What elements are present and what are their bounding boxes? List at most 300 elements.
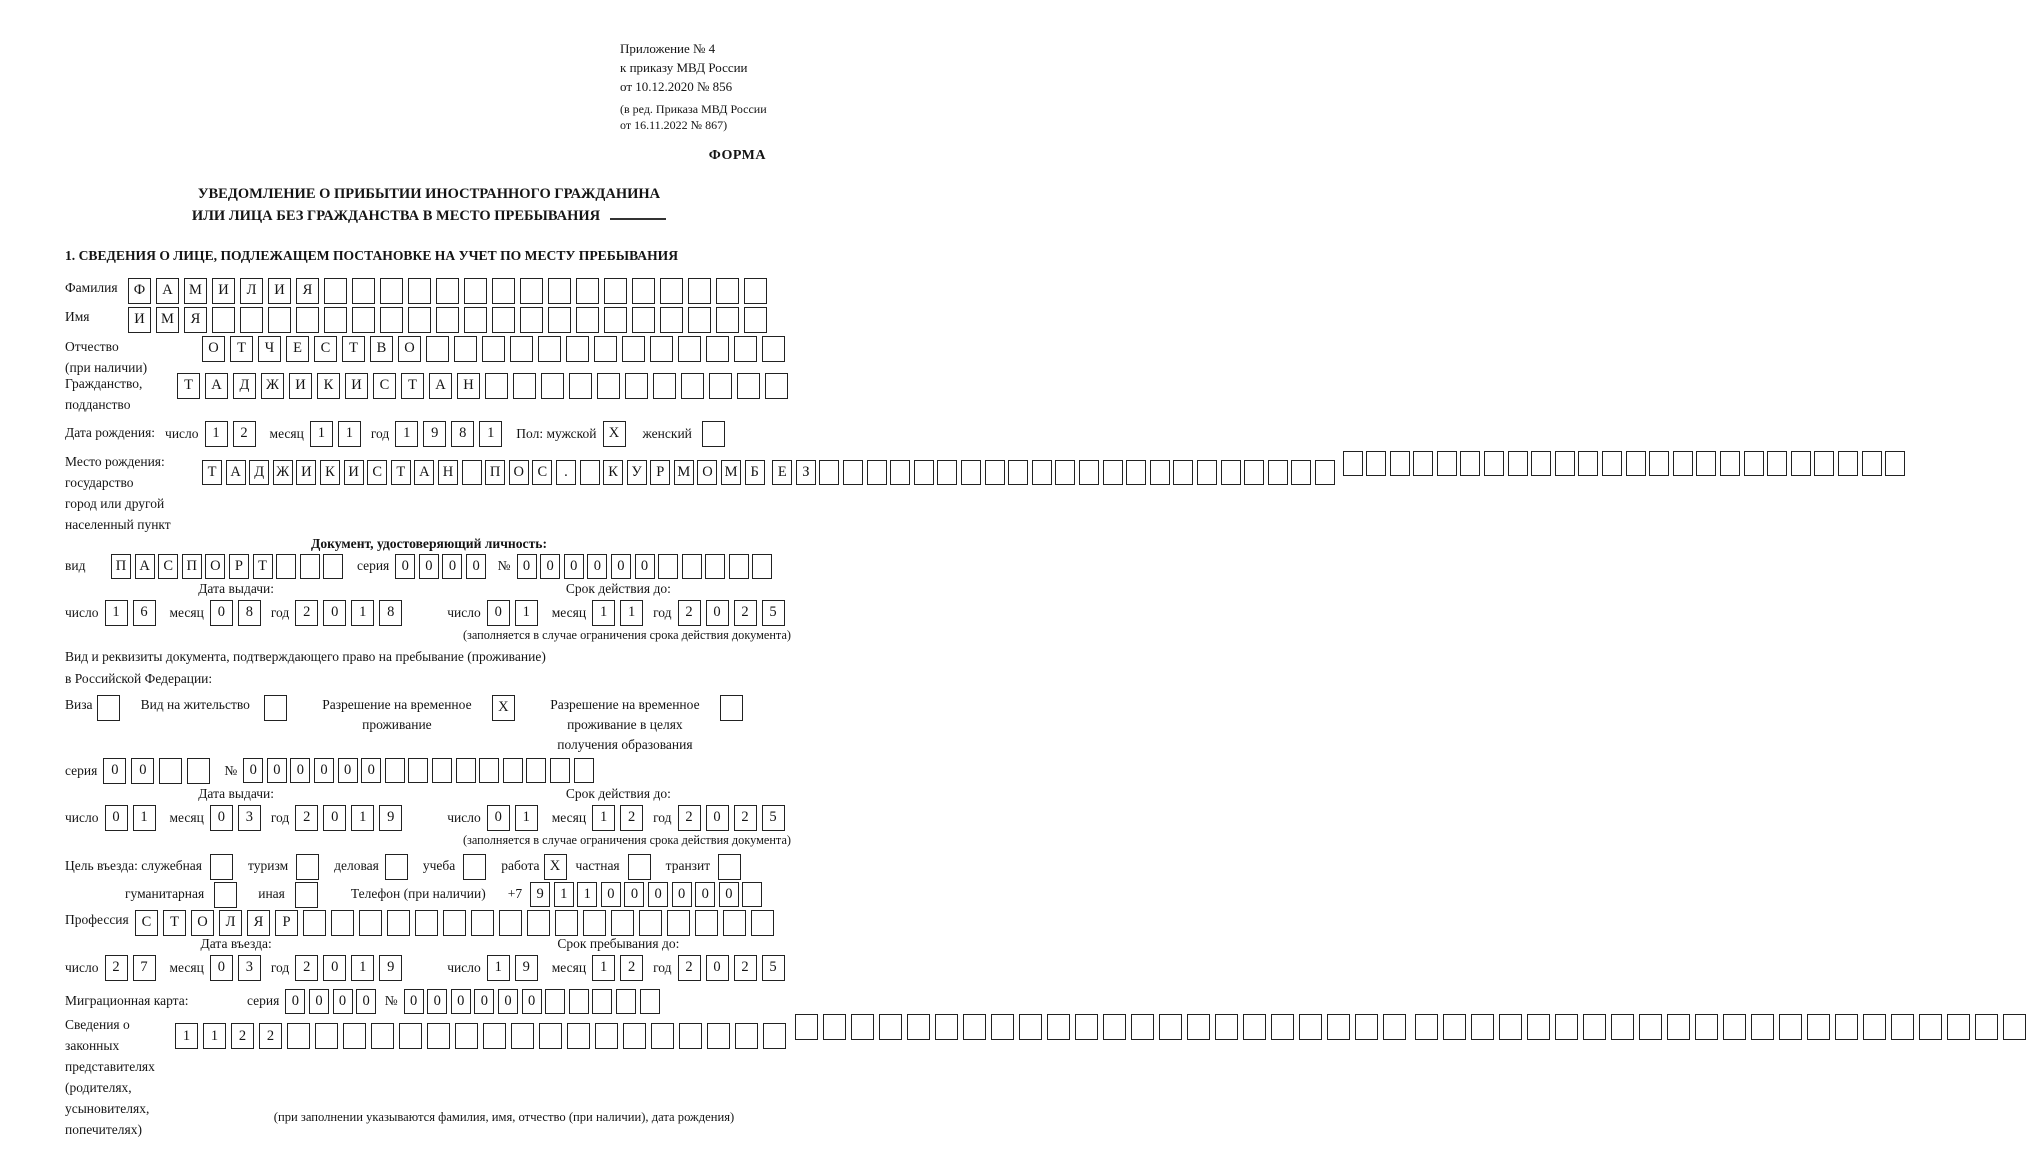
form-cell[interactable]: 0 <box>404 989 424 1014</box>
form-cell[interactable] <box>744 307 767 333</box>
form-cell[interactable]: 9 <box>379 955 402 981</box>
form-cell[interactable] <box>1055 460 1075 485</box>
form-cell[interactable]: 0 <box>267 758 287 783</box>
form-cell[interactable]: А <box>414 460 434 485</box>
form-cell[interactable] <box>526 758 546 783</box>
form-cell[interactable]: 1 <box>105 600 128 626</box>
form-cell[interactable] <box>385 758 405 783</box>
form-cell[interactable] <box>408 278 431 304</box>
form-cell[interactable] <box>1215 1014 1238 1040</box>
form-cell[interactable] <box>97 695 120 721</box>
form-cell[interactable] <box>1751 1014 1774 1040</box>
temp-residence-edu-checkbox[interactable] <box>720 695 748 721</box>
form-cell[interactable] <box>594 336 617 362</box>
purpose-work-checkbox[interactable] <box>544 854 572 880</box>
form-cell[interactable] <box>742 882 762 907</box>
form-cell[interactable] <box>651 1023 674 1049</box>
form-cell[interactable]: Е <box>286 336 309 362</box>
form-cell[interactable] <box>462 460 482 485</box>
form-cell[interactable]: Е <box>772 460 792 485</box>
doc-number-cells[interactable] <box>517 554 777 579</box>
form-cell[interactable]: 2 <box>678 600 701 626</box>
birthplace-cells-2[interactable] <box>772 460 1338 485</box>
form-cell[interactable]: 2 <box>105 955 128 981</box>
form-cell[interactable] <box>1696 451 1716 476</box>
form-cell[interactable] <box>752 554 772 579</box>
form-cell[interactable] <box>1835 1014 1858 1040</box>
form-cell[interactable] <box>1131 1014 1154 1040</box>
guardians-cells-2[interactable] <box>795 1014 1411 1040</box>
form-cell[interactable] <box>737 373 760 399</box>
entry-year-cells[interactable] <box>295 955 407 981</box>
form-cell[interactable]: С <box>158 554 178 579</box>
form-cell[interactable] <box>1390 451 1410 476</box>
form-cell[interactable] <box>1075 1014 1098 1040</box>
form-cell[interactable] <box>1667 1014 1690 1040</box>
form-cell[interactable] <box>1863 1014 1886 1040</box>
form-cell[interactable]: 2 <box>295 600 318 626</box>
form-cell[interactable] <box>359 910 382 936</box>
form-cell[interactable]: 0 <box>309 989 329 1014</box>
form-cell[interactable] <box>604 278 627 304</box>
form-cell[interactable]: И <box>128 307 151 333</box>
form-cell[interactable] <box>1814 451 1834 476</box>
form-cell[interactable] <box>914 460 934 485</box>
form-cell[interactable] <box>541 373 564 399</box>
form-cell[interactable]: 0 <box>719 882 739 907</box>
form-cell[interactable]: Р <box>229 554 249 579</box>
form-cell[interactable] <box>622 336 645 362</box>
form-cell[interactable] <box>371 1023 394 1049</box>
form-cell[interactable] <box>695 910 718 936</box>
form-cell[interactable] <box>1471 1014 1494 1040</box>
form-cell[interactable] <box>187 758 210 784</box>
form-cell[interactable]: 0 <box>314 758 334 783</box>
form-cell[interactable] <box>1460 451 1480 476</box>
form-cell[interactable] <box>688 278 711 304</box>
form-cell[interactable]: К <box>317 373 340 399</box>
form-cell[interactable]: 1 <box>351 805 374 831</box>
form-cell[interactable]: 0 <box>210 600 233 626</box>
form-cell[interactable]: М <box>721 460 741 485</box>
form-cell[interactable]: 0 <box>210 955 233 981</box>
form-cell[interactable] <box>454 336 477 362</box>
form-cell[interactable] <box>1555 1014 1578 1040</box>
form-cell[interactable]: К <box>320 460 340 485</box>
form-cell[interactable] <box>1862 451 1882 476</box>
form-cell[interactable] <box>210 854 233 880</box>
form-cell[interactable]: Ф <box>128 278 151 304</box>
form-cell[interactable]: 2 <box>620 805 643 831</box>
form-cell[interactable]: 0 <box>419 554 439 579</box>
form-cell[interactable]: 0 <box>361 758 381 783</box>
form-cell[interactable] <box>744 278 767 304</box>
form-cell[interactable] <box>823 1014 846 1040</box>
form-cell[interactable]: 1 <box>487 955 510 981</box>
entry-day-cells[interactable] <box>105 955 161 981</box>
form-cell[interactable]: 2 <box>233 421 256 447</box>
form-cell[interactable] <box>436 307 459 333</box>
permit-valid-month-cells[interactable] <box>592 805 648 831</box>
form-cell[interactable] <box>1243 1014 1266 1040</box>
form-cell[interactable] <box>639 910 662 936</box>
form-cell[interactable]: 3 <box>238 955 261 981</box>
form-cell[interactable] <box>159 758 182 784</box>
form-cell[interactable]: 9 <box>423 421 446 447</box>
form-cell[interactable]: С <box>314 336 337 362</box>
doc-issue-year-cells[interactable] <box>295 600 407 626</box>
form-cell[interactable]: Т <box>230 336 253 362</box>
form-cell[interactable]: 2 <box>734 600 757 626</box>
form-cell[interactable]: 1 <box>351 600 374 626</box>
form-cell[interactable] <box>660 278 683 304</box>
permit-issue-year-cells[interactable] <box>295 805 407 831</box>
form-cell[interactable] <box>678 336 701 362</box>
form-cell[interactable]: 0 <box>522 989 542 1014</box>
form-cell[interactable]: 0 <box>487 600 510 626</box>
form-cell[interactable]: X <box>603 421 626 447</box>
form-cell[interactable]: 0 <box>624 882 644 907</box>
form-cell[interactable] <box>2003 1014 2026 1040</box>
form-cell[interactable] <box>1891 1014 1914 1040</box>
form-cell[interactable] <box>415 910 438 936</box>
form-cell[interactable] <box>1079 460 1099 485</box>
form-cell[interactable]: 1 <box>577 882 597 907</box>
doc-valid-year-cells[interactable] <box>678 600 790 626</box>
form-cell[interactable]: Н <box>438 460 458 485</box>
form-cell[interactable]: Я <box>247 910 270 936</box>
form-cell[interactable]: О <box>202 336 225 362</box>
form-cell[interactable]: М <box>184 278 207 304</box>
form-cell[interactable]: Л <box>219 910 242 936</box>
form-cell[interactable] <box>707 1023 730 1049</box>
form-cell[interactable]: 0 <box>487 805 510 831</box>
form-cell[interactable] <box>399 1023 422 1049</box>
form-cell[interactable]: X <box>544 854 567 880</box>
form-cell[interactable]: 1 <box>205 421 228 447</box>
form-cell[interactable] <box>295 882 318 908</box>
form-cell[interactable]: 0 <box>451 989 471 1014</box>
form-cell[interactable]: 1 <box>395 421 418 447</box>
form-cell[interactable] <box>510 336 533 362</box>
form-cell[interactable]: 0 <box>338 758 358 783</box>
form-cell[interactable] <box>427 1023 450 1049</box>
form-cell[interactable]: 1 <box>338 421 361 447</box>
form-cell[interactable] <box>1032 460 1052 485</box>
form-cell[interactable] <box>583 910 606 936</box>
form-cell[interactable]: И <box>345 373 368 399</box>
form-cell[interactable] <box>268 307 291 333</box>
form-cell[interactable] <box>569 989 589 1014</box>
purpose-other-checkbox[interactable] <box>295 882 323 908</box>
form-cell[interactable]: 2 <box>295 805 318 831</box>
form-cell[interactable] <box>303 910 326 936</box>
form-cell[interactable] <box>1791 451 1811 476</box>
form-cell[interactable]: 0 <box>333 989 353 1014</box>
guardians-cells-3[interactable] <box>1415 1014 2031 1040</box>
form-cell[interactable] <box>1531 451 1551 476</box>
form-cell[interactable] <box>795 1014 818 1040</box>
form-cell[interactable] <box>324 307 347 333</box>
form-cell[interactable]: Б <box>745 460 765 485</box>
form-cell[interactable]: 1 <box>515 805 538 831</box>
form-cell[interactable]: 0 <box>323 600 346 626</box>
form-cell[interactable]: 2 <box>620 955 643 981</box>
form-cell[interactable] <box>580 460 600 485</box>
form-cell[interactable] <box>1244 460 1264 485</box>
form-cell[interactable]: К <box>603 460 623 485</box>
form-cell[interactable] <box>503 758 523 783</box>
form-cell[interactable]: И <box>212 278 235 304</box>
form-cell[interactable] <box>408 758 428 783</box>
form-cell[interactable] <box>387 910 410 936</box>
form-cell[interactable]: 3 <box>238 805 261 831</box>
form-cell[interactable] <box>550 758 570 783</box>
form-cell[interactable] <box>604 307 627 333</box>
form-cell[interactable]: С <box>135 910 158 936</box>
form-cell[interactable] <box>520 278 543 304</box>
form-cell[interactable] <box>1103 1014 1126 1040</box>
form-cell[interactable]: 1 <box>175 1023 198 1049</box>
form-cell[interactable]: 0 <box>587 554 607 579</box>
form-cell[interactable] <box>681 373 704 399</box>
form-cell[interactable] <box>1583 1014 1606 1040</box>
permit-issue-day-cells[interactable] <box>105 805 161 831</box>
form-cell[interactable]: 2 <box>295 955 318 981</box>
patronymic-cells[interactable] <box>202 336 790 362</box>
form-cell[interactable] <box>1947 1014 1970 1040</box>
form-cell[interactable] <box>1126 460 1146 485</box>
form-cell[interactable]: 0 <box>635 554 655 579</box>
form-cell[interactable] <box>380 307 403 333</box>
form-cell[interactable] <box>667 910 690 936</box>
form-cell[interactable]: . <box>556 460 576 485</box>
form-cell[interactable] <box>520 307 543 333</box>
birth-month-cells[interactable] <box>310 421 366 447</box>
form-cell[interactable] <box>1744 451 1764 476</box>
form-cell[interactable]: 8 <box>238 600 261 626</box>
form-cell[interactable]: Р <box>275 910 298 936</box>
form-cell[interactable] <box>576 278 599 304</box>
form-cell[interactable]: Ч <box>258 336 281 362</box>
male-checkbox[interactable] <box>603 421 631 447</box>
form-cell[interactable] <box>331 910 354 936</box>
form-cell[interactable]: 6 <box>133 600 156 626</box>
form-cell[interactable]: 0 <box>564 554 584 579</box>
form-cell[interactable] <box>632 278 655 304</box>
form-cell[interactable]: 1 <box>592 955 615 981</box>
purpose-business-checkbox[interactable] <box>385 854 413 880</box>
form-cell[interactable] <box>650 336 673 362</box>
form-cell[interactable]: 0 <box>517 554 537 579</box>
form-cell[interactable] <box>1885 451 1905 476</box>
form-cell[interactable]: Т <box>342 336 365 362</box>
form-cell[interactable]: 0 <box>323 955 346 981</box>
purpose-transit-checkbox[interactable] <box>718 854 746 880</box>
form-cell[interactable] <box>658 554 678 579</box>
form-cell[interactable] <box>682 554 702 579</box>
form-cell[interactable]: 1 <box>310 421 333 447</box>
form-cell[interactable] <box>1611 1014 1634 1040</box>
form-cell[interactable] <box>1720 451 1740 476</box>
name-cells[interactable] <box>128 307 772 333</box>
form-cell[interactable] <box>1187 1014 1210 1040</box>
migcard-series-cells[interactable] <box>285 989 379 1014</box>
stay-year-cells[interactable] <box>678 955 790 981</box>
form-cell[interactable] <box>592 989 612 1014</box>
form-cell[interactable]: О <box>191 910 214 936</box>
form-cell[interactable] <box>296 307 319 333</box>
form-cell[interactable]: О <box>205 554 225 579</box>
form-cell[interactable]: Т <box>391 460 411 485</box>
form-cell[interactable]: 1 <box>554 882 574 907</box>
form-cell[interactable] <box>611 910 634 936</box>
form-cell[interactable] <box>623 1023 646 1049</box>
form-cell[interactable] <box>1767 451 1787 476</box>
form-cell[interactable]: М <box>674 460 694 485</box>
permit-valid-year-cells[interactable] <box>678 805 790 831</box>
form-cell[interactable] <box>545 989 565 1014</box>
form-cell[interactable]: 0 <box>323 805 346 831</box>
form-cell[interactable] <box>479 758 499 783</box>
form-cell[interactable] <box>443 910 466 936</box>
form-cell[interactable]: 0 <box>474 989 494 1014</box>
form-cell[interactable]: 0 <box>498 989 518 1014</box>
form-cell[interactable]: Т <box>401 373 424 399</box>
female-checkbox[interactable] <box>702 421 730 447</box>
form-cell[interactable]: 0 <box>427 989 447 1014</box>
form-cell[interactable]: 0 <box>601 882 621 907</box>
form-cell[interactable]: 8 <box>451 421 474 447</box>
form-cell[interactable]: 5 <box>762 600 785 626</box>
form-cell[interactable]: 1 <box>203 1023 226 1049</box>
form-cell[interactable] <box>492 278 515 304</box>
form-cell[interactable] <box>464 278 487 304</box>
form-cell[interactable]: Ж <box>261 373 284 399</box>
form-cell[interactable] <box>595 1023 618 1049</box>
form-cell[interactable] <box>1271 1014 1294 1040</box>
form-cell[interactable] <box>716 278 739 304</box>
form-cell[interactable] <box>471 910 494 936</box>
form-cell[interactable] <box>963 1014 986 1040</box>
form-cell[interactable] <box>574 758 594 783</box>
form-cell[interactable]: 0 <box>285 989 305 1014</box>
form-cell[interactable]: Т <box>253 554 273 579</box>
form-cell[interactable] <box>867 460 887 485</box>
form-cell[interactable] <box>513 373 536 399</box>
form-cell[interactable]: 2 <box>734 805 757 831</box>
form-cell[interactable]: О <box>697 460 717 485</box>
form-cell[interactable]: 0 <box>131 758 154 784</box>
form-cell[interactable] <box>214 882 237 908</box>
form-cell[interactable] <box>1779 1014 1802 1040</box>
form-cell[interactable] <box>1508 451 1528 476</box>
form-cell[interactable] <box>1343 451 1363 476</box>
form-cell[interactable]: П <box>182 554 202 579</box>
form-cell[interactable]: 1 <box>479 421 502 447</box>
form-cell[interactable] <box>436 278 459 304</box>
purpose-private-checkbox[interactable] <box>628 854 656 880</box>
form-cell[interactable]: П <box>485 460 505 485</box>
stay-month-cells[interactable] <box>592 955 648 981</box>
form-cell[interactable] <box>1366 451 1386 476</box>
doc-series-cells[interactable] <box>395 554 489 579</box>
form-cell[interactable]: М <box>156 307 179 333</box>
form-cell[interactable] <box>1221 460 1241 485</box>
form-cell[interactable] <box>718 854 741 880</box>
birthplace-cells-1[interactable] <box>202 460 768 485</box>
form-cell[interactable] <box>734 336 757 362</box>
form-cell[interactable] <box>879 1014 902 1040</box>
form-cell[interactable] <box>1299 1014 1322 1040</box>
citizenship-cells[interactable] <box>177 373 793 399</box>
doc-issue-month-cells[interactable] <box>210 600 266 626</box>
form-cell[interactable]: И <box>296 460 316 485</box>
form-cell[interactable]: А <box>135 554 155 579</box>
form-cell[interactable]: 2 <box>231 1023 254 1049</box>
form-cell[interactable] <box>1047 1014 1070 1040</box>
form-cell[interactable] <box>511 1023 534 1049</box>
form-cell[interactable]: Ж <box>273 460 293 485</box>
form-cell[interactable] <box>385 854 408 880</box>
form-cell[interactable] <box>616 989 636 1014</box>
form-cell[interactable]: 0 <box>540 554 560 579</box>
form-cell[interactable]: 1 <box>592 805 615 831</box>
form-cell[interactable]: 0 <box>672 882 692 907</box>
form-cell[interactable]: А <box>429 373 452 399</box>
form-cell[interactable] <box>985 460 1005 485</box>
form-cell[interactable]: 0 <box>648 882 668 907</box>
form-cell[interactable] <box>1807 1014 1830 1040</box>
form-cell[interactable] <box>1437 451 1457 476</box>
form-cell[interactable] <box>688 307 711 333</box>
guardians-cells-1[interactable] <box>175 1023 791 1049</box>
form-cell[interactable] <box>380 278 403 304</box>
form-cell[interactable]: 0 <box>695 882 715 907</box>
form-cell[interactable] <box>1649 451 1669 476</box>
form-cell[interactable] <box>763 1023 786 1049</box>
form-cell[interactable] <box>851 1014 874 1040</box>
form-cell[interactable]: 9 <box>379 805 402 831</box>
form-cell[interactable]: Л <box>240 278 263 304</box>
form-cell[interactable] <box>456 758 476 783</box>
form-cell[interactable] <box>1919 1014 1942 1040</box>
form-cell[interactable] <box>716 307 739 333</box>
form-cell[interactable]: 5 <box>762 805 785 831</box>
form-cell[interactable]: Д <box>233 373 256 399</box>
form-cell[interactable]: 0 <box>466 554 486 579</box>
form-cell[interactable]: Н <box>457 373 480 399</box>
form-cell[interactable] <box>324 278 347 304</box>
form-cell[interactable]: 8 <box>379 600 402 626</box>
purpose-official-checkbox[interactable] <box>210 854 238 880</box>
form-cell[interactable]: С <box>367 460 387 485</box>
form-cell[interactable] <box>1639 1014 1662 1040</box>
form-cell[interactable] <box>640 989 660 1014</box>
form-cell[interactable] <box>492 307 515 333</box>
form-cell[interactable]: 0 <box>290 758 310 783</box>
form-cell[interactable] <box>1555 451 1575 476</box>
form-cell[interactable]: А <box>205 373 228 399</box>
form-cell[interactable] <box>705 554 725 579</box>
form-cell[interactable] <box>660 307 683 333</box>
form-cell[interactable]: О <box>509 460 529 485</box>
form-cell[interactable] <box>991 1014 1014 1040</box>
form-cell[interactable]: И <box>289 373 312 399</box>
form-cell[interactable] <box>1268 460 1288 485</box>
form-cell[interactable] <box>1975 1014 1998 1040</box>
form-cell[interactable] <box>463 854 486 880</box>
